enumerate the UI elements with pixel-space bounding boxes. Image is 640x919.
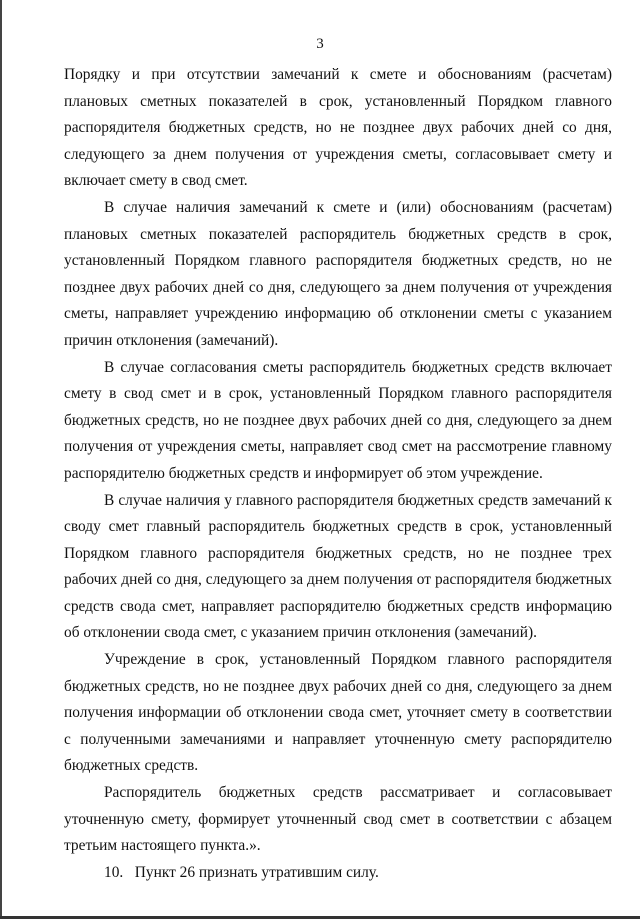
scan-edge-left — [0, 0, 2, 919]
page-number: 3 — [316, 36, 324, 52]
paragraph-remarks-estimate: В случае наличия замечаний к смете и (или) обоснованиям (расчетам) плановых сметных показателей распорядитель бюджетных средств в срок, установленный Порядком главного распорядителя бюджетных средств, но не позднее двух рабочих дней со дня, следующего за днем получения от учреждения сметы, направляет учреждению информацию об отклонении сметы с указанием причин отклонения (замечаний). — [64, 198, 612, 349]
paragraph-remarks-consolidated: В случае наличия у главного распорядителя бюджетных средств замечаний к своду смет главный распорядитель бюджетных средств в срок, установленный Порядком главного распорядителя бюджетных средств, но не позднее трех рабочих дней со дня, следующего за днем получения от распорядителя бюджетных средств свода смет, направляет распорядителю бюджетных средств информацию об отклонении свода смет, с указанием причин отклонения (замечаний). — [64, 491, 612, 642]
document-body — [64, 62, 612, 886]
paragraph-revised-approval: Распорядитель бюджетных средств рассматривает и согласовывает уточненную смету, формирует уточненный свод смет в соответствии с абзацем третьим настоящего пункта.». — [64, 784, 612, 855]
paragraph-approval-estimate: В случае согласования сметы распорядитель бюджетных средств включает смету в свод смет и в срок, установленный Порядком главного распорядителя бюджетных средств, но не позднее двух рабочих дней со дня, следующего за днем получения от учреждения сметы, направляет свод смет на рассмотрение главному распорядителю бюджетных средств и информирует об этом учреждение. — [64, 358, 612, 482]
paragraph-institution-revision: Учреждение в срок, установленный Порядком главного распорядителя бюджетных средств, но не позднее двух рабочих дней со дня, следующего за днем получения информации об отклонении свода смет, уточняет смету в соответствии с полученными замечаниями и направляет уточненную смету распорядителю бюджетных средств. — [64, 651, 612, 775]
paragraph-continuation: Порядку и при отсутствии замечаний к смете и обоснованиям (расчетам) плановых сметных показателей в срок, установленный Порядком главного распорядителя бюджетных средств, но не позднее двух рабочих дней со дня, следующего за днем получения от учреждения сметы, согласовывает смету и включает смету в свод смет. — [64, 66, 612, 190]
list-item-10: 10. Пункт 26 признать утратившим силу. — [104, 863, 379, 881]
